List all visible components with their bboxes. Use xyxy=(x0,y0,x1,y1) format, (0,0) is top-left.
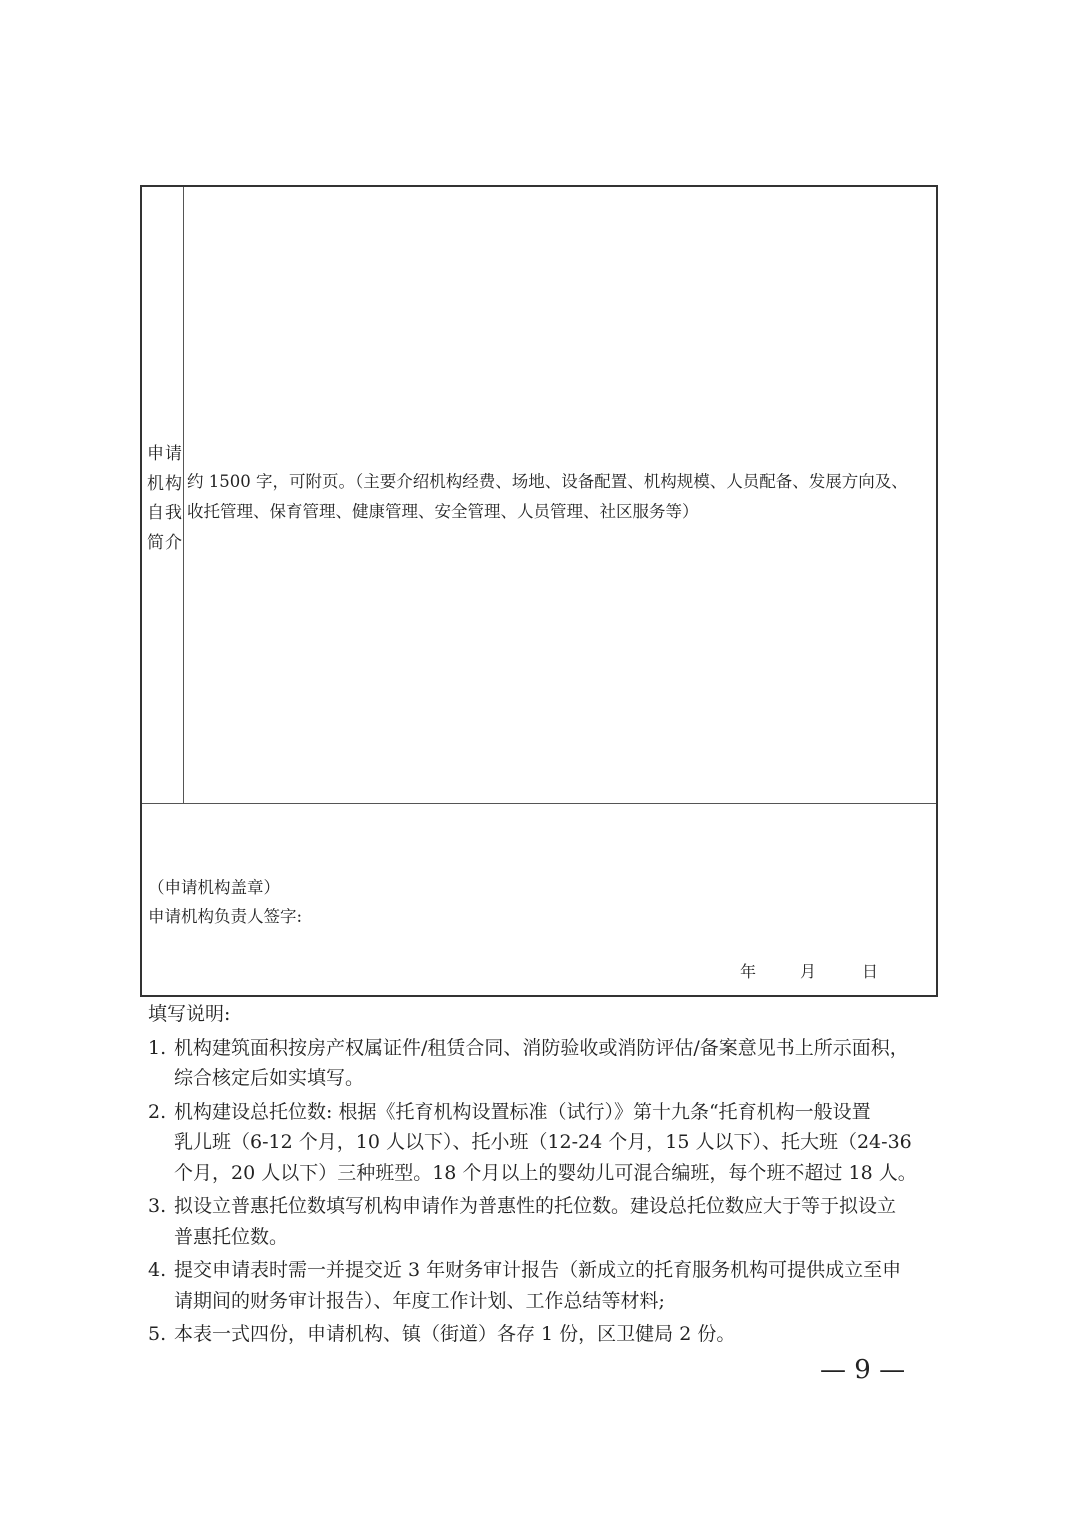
intro-line: 约 1500 字，可附页。（主要介绍机构经费、场地、设备配置、机构规模、人员配备、发展方向及、 xyxy=(187,472,908,491)
instruction-item xyxy=(148,1319,948,1350)
instruction-line: 机构建设总托位数: 根据《托育机构设置标准（试行）》第十九条“托育机构一般设置 xyxy=(174,1100,871,1123)
instruction-number: 4. xyxy=(148,1259,167,1281)
label-line: 机构 xyxy=(147,473,183,494)
instruction-item xyxy=(148,1191,948,1252)
instruction-item xyxy=(148,1097,948,1189)
instruction-line: 普惠托位数。 xyxy=(174,1225,289,1248)
seal-signature-block xyxy=(148,873,302,931)
instruction-line: 本表一式四份，申请机构、镇（街道）各存 1 份，区卫健局 2 份。 xyxy=(174,1323,736,1345)
filling-instructions xyxy=(148,999,948,1350)
instruction-line: 综合核定后如实填写。 xyxy=(174,1067,365,1089)
self-intro-instructions[interactable] xyxy=(187,467,942,526)
instruction-number: 3. xyxy=(148,1195,167,1217)
date-field xyxy=(740,959,878,982)
label-line: 申请 xyxy=(147,444,183,464)
seal-label: （申请机构盖章） xyxy=(148,878,280,897)
intro-line: 收托管理、保育管理、健康管理、安全管理、人员管理、社区服务等） xyxy=(187,501,699,521)
instruction-number: 1. xyxy=(148,1036,167,1059)
instruction-line: 拟设立普惠托位数填写机构申请作为普惠性的托位数。建设总托位数应大于等于拟设立 xyxy=(174,1195,897,1217)
label-line: 自我 xyxy=(147,503,183,523)
instructions-title: 填写说明: xyxy=(148,1003,231,1025)
instruction-line: 提交申请表时需一并提交近 3 年财务审计报告（新成立的托育服务机构可提供成立至申 xyxy=(174,1259,902,1281)
instruction-line: 机构建筑面积按房产权属证件/租赁合同、消防验收或消防评估/备案意见书上所示面积， xyxy=(174,1036,909,1059)
self-intro-row xyxy=(142,187,936,804)
label-line: 简介 xyxy=(147,532,183,553)
signature-row xyxy=(142,804,936,995)
instruction-item xyxy=(148,1255,948,1316)
instruction-item xyxy=(148,1033,948,1094)
instruction-number: 5. xyxy=(148,1323,167,1345)
self-intro-label-cell xyxy=(142,187,184,803)
signature-label: 申请机构负责人签字: xyxy=(148,907,303,926)
application-form-table xyxy=(140,185,938,997)
date-year-label: 年 xyxy=(740,962,757,981)
page-number: — 9 — xyxy=(820,1355,906,1385)
instruction-line: 乳儿班（6-12 个月，10 人以下）、托小班（12-24 个月，15 人以下）、托大班（24-36 xyxy=(174,1131,912,1153)
instruction-number: 2. xyxy=(148,1100,167,1123)
self-intro-label xyxy=(147,440,181,558)
instruction-line: 请期间的财务审计报告）、年度工作计划、工作总结等材料; xyxy=(174,1289,665,1312)
instruction-line: 个月，20 人以下）三种班型。18 个月以上的婴幼儿可混合编班，每个班不超过 18 人。 xyxy=(174,1161,917,1184)
date-day-label: 日 xyxy=(862,962,879,981)
date-month-label: 月 xyxy=(800,962,817,981)
